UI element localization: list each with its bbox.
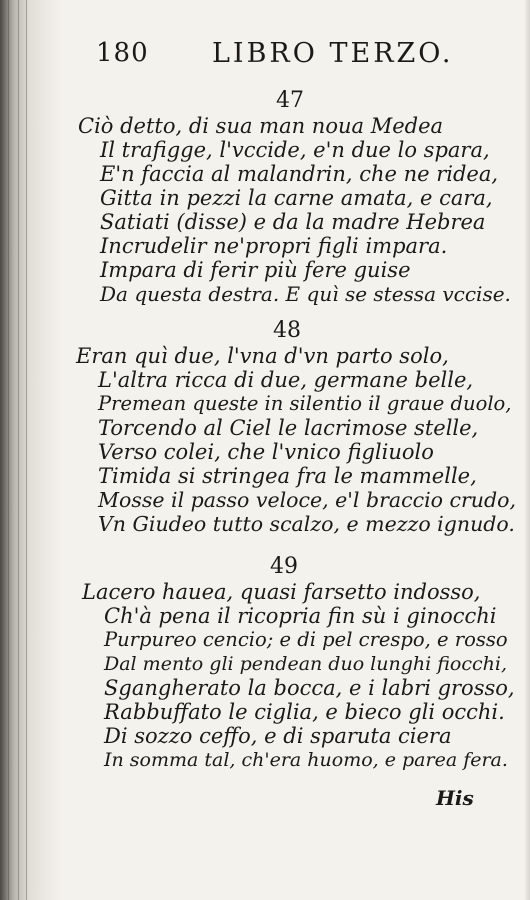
page-header bbox=[0, 34, 530, 74]
verse-line: In somma tal, ch'era huomo, e parea fera. bbox=[104, 749, 508, 771]
gutter-line bbox=[26, 0, 27, 900]
verse-line: Gitta in pezzi la carne amata, e cara, bbox=[100, 186, 493, 210]
verse-line: Rabbuffato le ciglia, e bieco gli occhi. bbox=[104, 700, 505, 724]
verse-line: Torcendo al Ciel le lacrimose stelle, bbox=[98, 416, 479, 440]
verse-line: Eran quì due, l'vna d'vn parto solo, bbox=[76, 344, 449, 368]
stanza-number: 48 bbox=[273, 318, 301, 343]
running-title: LIBRO TERZO. bbox=[212, 38, 454, 69]
verse-line: Ch'à pena il ricopria fin sù i ginocchi bbox=[104, 604, 497, 628]
verse-line: Di sozzo ceffo, e di sparuta ciera bbox=[104, 724, 452, 748]
verse-line: Incrudelir ne'propri figli impara. bbox=[100, 234, 448, 258]
verse-line: Verso colei, che l'vnico figliuolo bbox=[98, 440, 434, 464]
verse-line: Timida si stringea fra le mammelle, bbox=[98, 464, 477, 488]
stanza-number: 47 bbox=[276, 88, 304, 113]
verse-line: Mosse il passo veloce, e'l braccio crudo, bbox=[98, 488, 516, 512]
verse-line: Il trafigge, l'vccide, e'n due lo spara, bbox=[100, 138, 490, 162]
catchword: His bbox=[436, 786, 474, 810]
page-number: 180 bbox=[96, 38, 149, 68]
gutter-line bbox=[8, 0, 9, 900]
verse-line: Vn Giudeo tutto scalzo, e mezzo ignudo. bbox=[98, 512, 515, 536]
binding-gutter bbox=[0, 0, 62, 900]
verse-line: L'altra ricca di due, germane belle, bbox=[98, 368, 474, 392]
page-edge bbox=[524, 0, 530, 900]
verse-line: Da questa destra. E quì se stessa vccise. bbox=[100, 282, 511, 306]
verse-line: Dal mento gli pendean duo lunghi fiocchi, bbox=[104, 653, 507, 675]
verse-line: Impara di ferir più fere guise bbox=[100, 258, 411, 282]
verse-line: Premean queste in silentio il graue duolo, bbox=[98, 392, 512, 415]
gutter-line bbox=[18, 0, 19, 900]
verse-line: Purpureo cencio; e di pel crespo, e rosso bbox=[104, 628, 508, 651]
stanza-number: 49 bbox=[270, 554, 298, 579]
verse-line: E'n faccia al malandrin, che ne ridea, bbox=[100, 162, 499, 186]
verse-line: Sgangherato la bocca, e i labri grosso, bbox=[104, 676, 515, 700]
verse-line: Ciò detto, di sua man noua Medea bbox=[78, 114, 444, 138]
verse-line: Lacero hauea, quasi farsetto indosso, bbox=[82, 580, 481, 604]
verse-line: Satiati (disse) e da la madre Hebrea bbox=[100, 210, 486, 234]
